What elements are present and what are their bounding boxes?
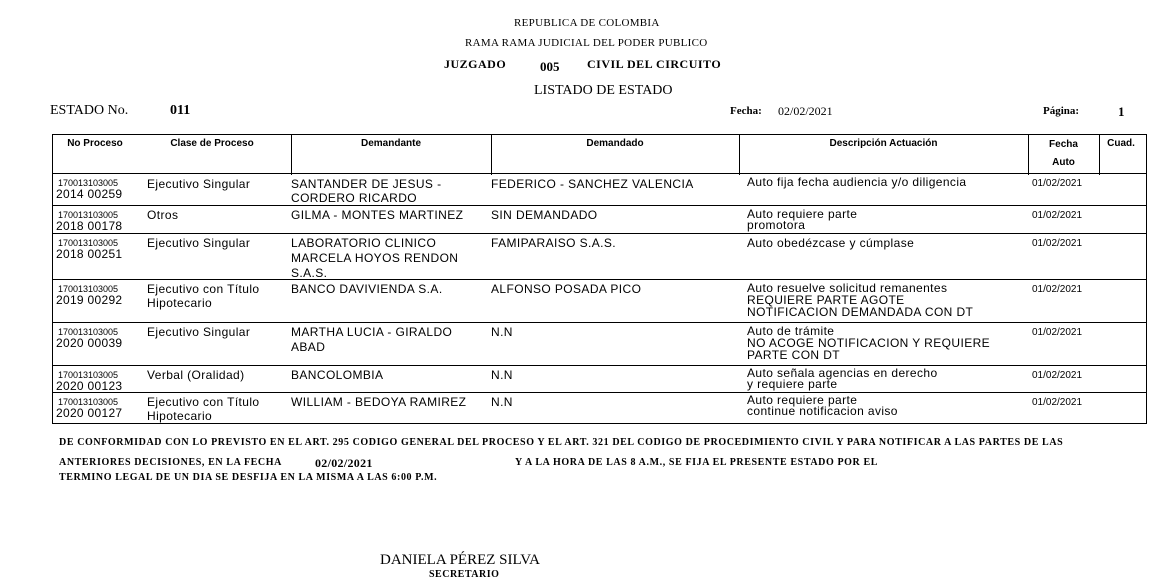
table-row [52, 323, 1147, 366]
descripcion-cell: Auto fija fecha audiencia y/o diligencia [747, 175, 967, 189]
col-cuad: Cuad. [1107, 138, 1135, 149]
listado-title: LISTADO DE ESTADO [534, 83, 673, 98]
fecha-cell: 01/02/2021 [1032, 370, 1083, 381]
descripcion-cell: Auto resuelve solicitud remanentes REQUIERE PARTE AGOTE NOTIFICACION DEMANDADA CON DT [747, 281, 974, 319]
footer-line-2a: ANTERIORES DECISIONES, EN LA FECHA [59, 457, 282, 468]
pagina-value: 1 [1118, 104, 1125, 119]
table-row [52, 174, 1147, 206]
fecha-cell: 01/02/2021 [1032, 238, 1083, 249]
process-code: 170013103005 [58, 327, 119, 337]
process-code: 170013103005 [58, 210, 119, 220]
process-number: 2020 00039 [56, 336, 123, 350]
process-number: 2014 00259 [56, 187, 123, 201]
table-row [52, 206, 1147, 234]
demandante-cell: MARTHA LUCIA - GIRALDO ABAD [291, 325, 453, 354]
rama-heading: RAMA RAMA JUDICIAL DEL PODER PUBLICO [465, 37, 708, 49]
estado-table [52, 134, 1147, 424]
table-row [52, 366, 1147, 393]
clase-cell: Ejecutivo con Título Hipotecario [147, 395, 260, 423]
descripcion-cell: Auto de trámite NO ACOGE NOTIFICACION Y REQUIERE PARTE CON DT [747, 324, 991, 362]
demandado-cell: ALFONSO POSADA PICO [491, 282, 642, 296]
demandante-cell: SANTANDER DE JESUS - CORDERO RICARDO [291, 177, 442, 205]
fecha-cell: 01/02/2021 [1032, 397, 1083, 408]
fecha-label: Fecha: [730, 105, 762, 117]
demandante-cell: GILMA - MONTES MARTINEZ [291, 208, 464, 222]
process-code: 170013103005 [58, 238, 119, 248]
fecha-cell: 01/02/2021 [1032, 178, 1083, 189]
descripcion-cell: Auto requiere parte promotora [747, 207, 858, 232]
demandado-cell: N.N [491, 368, 513, 382]
process-number: 2018 00178 [56, 219, 123, 233]
col-clase-proceso: Clase de Proceso [170, 138, 254, 149]
table-row [52, 280, 1147, 323]
table-row [52, 234, 1147, 280]
demandado-cell: FEDERICO - SANCHEZ VALENCIA [491, 177, 694, 191]
demandado-cell: N.N [491, 325, 513, 339]
col-demandado: Demandado [586, 138, 644, 149]
process-number: 2019 00292 [56, 293, 123, 307]
pagina-label: Página: [1043, 105, 1080, 117]
process-number: 2020 00127 [56, 406, 123, 420]
col-demandante: Demandante [360, 138, 421, 149]
col-descripcion: Descripción Actuación [829, 138, 938, 149]
estado-number: 011 [170, 103, 191, 118]
descripcion-cell: Auto señala agencias en derecho y requiere parte [747, 366, 938, 391]
process-code: 170013103005 [58, 397, 119, 407]
process-code: 170013103005 [58, 178, 119, 188]
fecha-cell: 01/02/2021 [1032, 327, 1083, 338]
clase-cell: Otros [147, 208, 179, 222]
demandado-cell: N.N [491, 395, 513, 409]
col-no-proceso: No Proceso [67, 138, 123, 149]
col-fecha-auto: Auto [1052, 157, 1075, 168]
footer-line-1: DE CONFORMIDAD CON LO PREVISTO EN EL ART. 295 CODIGO GENERAL DEL PROCESO Y EL ART. 321 DEL CODIGO DE PROCEDIMIENTO CIVIL Y PARA NOTIFICAR A LAS PARTES DE LAS [59, 437, 1064, 448]
footer-line-2b: Y A LA HORA DE LAS 8 A.M., SE FIJA EL PRESENTE ESTADO POR EL [515, 457, 879, 468]
signer-role: SECRETARIO [429, 569, 500, 580]
clase-cell: Ejecutivo con Título Hipotecario [147, 282, 260, 310]
footer-date: 02/02/2021 [315, 456, 373, 470]
process-number: 2018 00251 [56, 247, 123, 261]
clase-cell: Verbal (Oralidad) [147, 368, 245, 382]
clase-cell: Ejecutivo Singular [147, 177, 251, 191]
table-row [52, 393, 1147, 424]
footer-line-3: TERMINO LEGAL DE UN DIA SE DESFIJA EN LA MISMA A LAS 6:00 P.M. [59, 472, 438, 483]
fecha-cell: 01/02/2021 [1032, 210, 1083, 221]
juzgado-number: 005 [540, 59, 560, 74]
clase-cell: Ejecutivo Singular [147, 325, 251, 339]
demandante-cell: BANCO DAVIVIENDA S.A. [291, 282, 443, 296]
demandante-cell: WILLIAM - BEDOYA RAMIREZ [291, 395, 467, 409]
process-number: 2020 00123 [56, 379, 123, 393]
col-fecha: Fecha [1049, 139, 1078, 150]
descripcion-cell: Auto requiere parte continue notificacion aviso [747, 393, 898, 418]
table-header [52, 134, 1147, 174]
clase-cell: Ejecutivo Singular [147, 236, 251, 250]
demandado-cell: SIN DEMANDADO [491, 208, 598, 222]
fecha-cell: 01/02/2021 [1032, 284, 1083, 295]
process-code: 170013103005 [58, 370, 119, 380]
process-code: 170013103005 [58, 284, 119, 294]
signer-name: DANIELA PÉREZ SILVA [380, 552, 541, 568]
fecha-value: 02/02/2021 [778, 104, 833, 118]
demandante-cell: BANCOLOMBIA [291, 368, 384, 382]
estado-label: ESTADO No. [50, 103, 129, 118]
demandado-cell: FAMIPARAISO S.A.S. [491, 236, 617, 250]
demandante-cell: LABORATORIO CLINICO MARCELA HOYOS RENDON S.A.S. [291, 236, 459, 280]
republica-heading: REPUBLICA DE COLOMBIA [514, 17, 660, 29]
juzgado-type: CIVIL DEL CIRCUITO [587, 57, 722, 71]
descripcion-cell: Auto obedézcase y cúmplase [747, 236, 915, 250]
juzgado-label: JUZGADO [444, 57, 507, 71]
